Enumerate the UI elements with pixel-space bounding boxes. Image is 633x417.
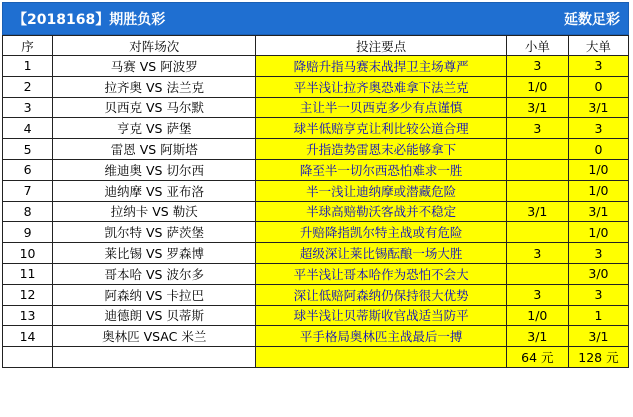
big-pick-cell: 3: [568, 118, 628, 139]
big-pick-cell: 0: [568, 76, 628, 97]
header-match: 对阵场次: [53, 36, 256, 56]
small-pick-cell: [506, 139, 568, 160]
match-cell: 迪纳摩 VS 亚布洛: [53, 180, 256, 201]
row-number: 6: [3, 159, 53, 180]
big-pick-cell: 3/0: [568, 263, 628, 284]
small-pick-cell: 3/1: [506, 326, 568, 347]
tip-cell: 平半浅让拉齐奥恐难拿下法兰克: [256, 76, 506, 97]
table-row: [3, 243, 629, 264]
row-number: 8: [3, 201, 53, 222]
tip-cell: 半球高赔勒沃客战并不稳定: [256, 201, 506, 222]
small-pick-cell: 3: [506, 243, 568, 264]
table-row: [3, 305, 629, 326]
match-cell: 莱比锡 VS 罗森博: [53, 243, 256, 264]
row-number: 1: [3, 56, 53, 77]
row-number: 10: [3, 243, 53, 264]
match-cell: 马赛 VS 阿波罗: [53, 56, 256, 77]
row-number: 11: [3, 263, 53, 284]
big-pick-cell: 1/0: [568, 222, 628, 243]
small-pick-cell: [506, 263, 568, 284]
small-pick-cell: 3/1: [506, 97, 568, 118]
small-pick-cell: 3/1: [506, 201, 568, 222]
header-row: [3, 36, 629, 56]
lottery-sheet: [2, 2, 629, 368]
banner: [2, 2, 629, 35]
row-number: 2: [3, 76, 53, 97]
tip-cell: 降赔升指马赛末战捍卫主场尊严: [256, 56, 506, 77]
small-pick-cell: 3: [506, 284, 568, 305]
table-row: [3, 139, 629, 160]
match-cell: 阿森纳 VS 卡拉巴: [53, 284, 256, 305]
row-number: 3: [3, 97, 53, 118]
row-number: 12: [3, 284, 53, 305]
small-pick-cell: [506, 222, 568, 243]
big-pick-cell: 1/0: [568, 159, 628, 180]
tip-cell: 球半低赔亨克让利比较公道合理: [256, 118, 506, 139]
table-row: [3, 263, 629, 284]
header-tip: 投注要点: [256, 36, 506, 56]
table-row: [3, 222, 629, 243]
big-pick-cell: 3: [568, 284, 628, 305]
header-big: 大单: [568, 36, 628, 56]
tip-cell: 深让低赔阿森纳仍保持很大优势: [256, 284, 506, 305]
row-number: 9: [3, 222, 53, 243]
table-row: [3, 201, 629, 222]
small-pick-cell: 3: [506, 118, 568, 139]
table-row: [3, 97, 629, 118]
tip-cell: 平手格局奥林匹主战最后一搏: [256, 326, 506, 347]
big-pick-cell: 3: [568, 56, 628, 77]
match-cell: 雷恩 VS 阿斯塔: [53, 139, 256, 160]
small-pick-cell: 1/0: [506, 76, 568, 97]
match-cell: 亨克 VS 萨堡: [53, 118, 256, 139]
totals-small: 64 元: [506, 347, 568, 368]
small-pick-cell: 1/0: [506, 305, 568, 326]
row-number: 14: [3, 326, 53, 347]
match-cell: 迪德朗 VS 贝蒂斯: [53, 305, 256, 326]
tip-cell: 升赔降指凯尔特主战或有危险: [256, 222, 506, 243]
row-number: 4: [3, 118, 53, 139]
banner-publisher: 延数足彩: [564, 11, 620, 28]
totals-big: 128 元: [568, 347, 628, 368]
table-row: [3, 159, 629, 180]
table-row: [3, 118, 629, 139]
totals-match: [53, 347, 256, 368]
big-pick-cell: 0: [568, 139, 628, 160]
totals-row: [3, 347, 629, 368]
table-row: [3, 326, 629, 347]
small-pick-cell: [506, 180, 568, 201]
row-number: 5: [3, 139, 53, 160]
totals-tip: [256, 347, 506, 368]
tip-cell: 平半浅让哥本哈作为恐怕不会大: [256, 263, 506, 284]
row-number: 13: [3, 305, 53, 326]
totals-no: [3, 347, 53, 368]
table-row: [3, 56, 629, 77]
banner-title: 【2018168】期胜负彩: [13, 11, 166, 28]
big-pick-cell: 3/1: [568, 97, 628, 118]
header-no: 序: [3, 36, 53, 56]
header-small: 小单: [506, 36, 568, 56]
table-row: [3, 284, 629, 305]
big-pick-cell: 3/1: [568, 326, 628, 347]
picks-table: [2, 35, 629, 368]
big-pick-cell: 1/0: [568, 180, 628, 201]
tip-cell: 主让半一贝西克多少有点谨慎: [256, 97, 506, 118]
table-row: [3, 180, 629, 201]
match-cell: 拉纳卡 VS 勒沃: [53, 201, 256, 222]
big-pick-cell: 3/1: [568, 201, 628, 222]
small-pick-cell: [506, 159, 568, 180]
tip-cell: 球半浅让贝蒂斯收官战适当防平: [256, 305, 506, 326]
match-cell: 凯尔特 VS 萨茨堡: [53, 222, 256, 243]
match-cell: 奥林匹 VSAC 米兰: [53, 326, 256, 347]
row-number: 7: [3, 180, 53, 201]
table-row: [3, 76, 629, 97]
big-pick-cell: 1: [568, 305, 628, 326]
big-pick-cell: 3: [568, 243, 628, 264]
match-cell: 维迪奥 VS 切尔西: [53, 159, 256, 180]
tip-cell: 降至半一切尔西恐怕难求一胜: [256, 159, 506, 180]
small-pick-cell: 3: [506, 56, 568, 77]
tip-cell: 半一浅让迪纳摩或潜藏危险: [256, 180, 506, 201]
tip-cell: 超级深让莱比锡酝酿一场大胜: [256, 243, 506, 264]
match-cell: 哥本哈 VS 波尔多: [53, 263, 256, 284]
match-cell: 贝西克 VS 马尔默: [53, 97, 256, 118]
match-cell: 拉齐奥 VS 法兰克: [53, 76, 256, 97]
tip-cell: 升指造势雷恩末必能够拿下: [256, 139, 506, 160]
